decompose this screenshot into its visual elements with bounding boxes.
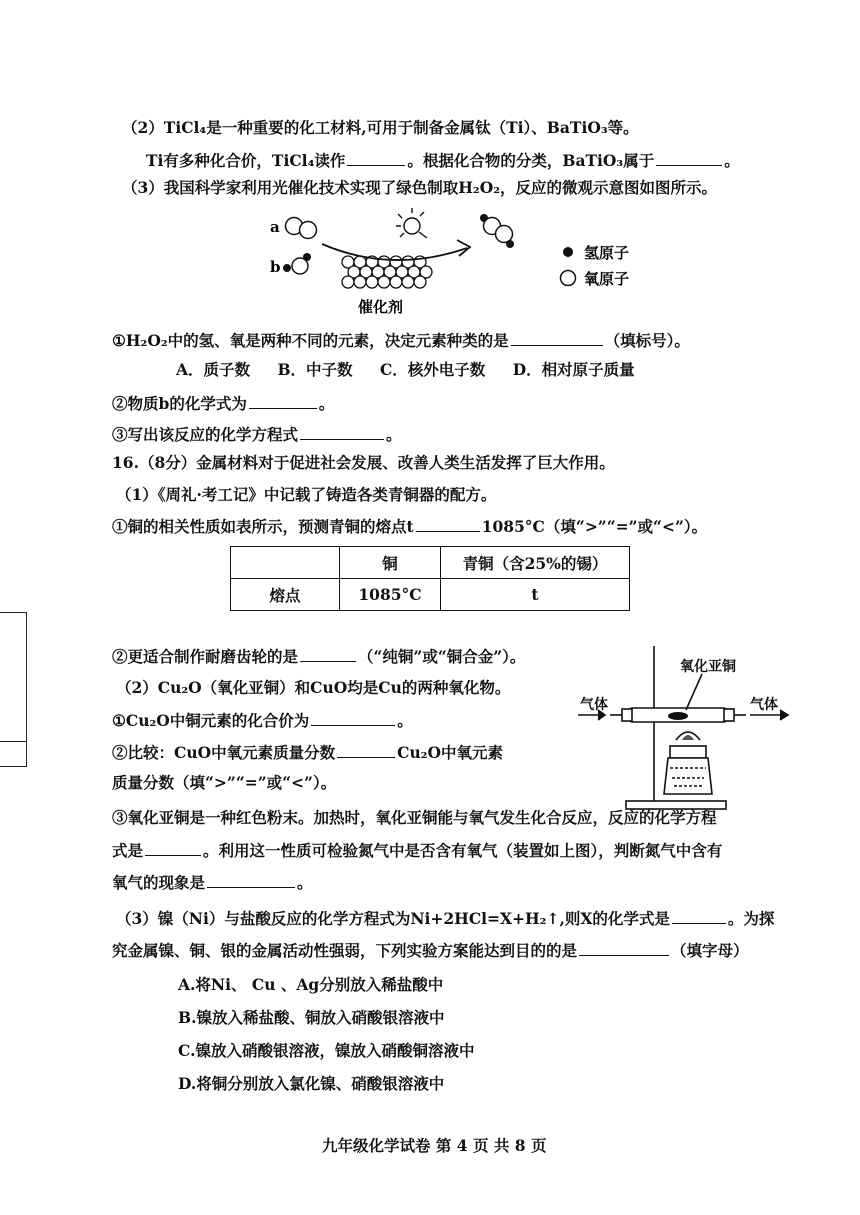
apparatus-label-cu2o: 氧化亚铜 — [680, 659, 736, 675]
q16-part1-sub2-text-end: （“纯铜”或“铜合金”）。 — [358, 647, 526, 666]
q16-part2-sub2 — [112, 742, 503, 763]
molecule-b-h2o-icon — [283, 253, 311, 274]
answer-blank[interactable] — [347, 150, 405, 166]
q16-part3-text-a: （3）镍（Ni）与盐酸反应的化学方程式为Ni+2HCl=X+H₂↑,则X的化学式是 — [116, 909, 670, 928]
q15-options — [176, 360, 657, 380]
q16-part3-text-b: 。为探 — [727, 909, 775, 928]
reaction-microscopic-diagram — [262, 204, 682, 322]
table-cell: 1085°C — [340, 579, 441, 611]
oxygen-atom-legend-icon — [561, 271, 576, 286]
answer-blank[interactable] — [656, 150, 722, 166]
q16-part2-sub1-text: ①Cu₂O中铜元素的化合价为 — [112, 711, 310, 730]
choice-b: B.镍放入稀盐酸、铜放入硝酸银溶液中 — [178, 1008, 445, 1027]
table-header-cell — [231, 547, 340, 579]
flame-icon — [682, 735, 694, 740]
hydrogen-atom-legend-icon — [563, 247, 573, 257]
q16-part2-sub1: ①Cu₂O中铜元素的化合价为 。 — [112, 711, 413, 730]
q16-part2-sub2-text-b: Cu₂O中氧元素 — [397, 743, 504, 762]
q16-part2-sub3-line3: 氧气的现象是 。 — [112, 873, 313, 892]
q16-part1-sub1-text-end: 1085°C（填“>”“=”或“<”）。 — [481, 517, 708, 536]
product-h2o2-icon — [480, 214, 514, 248]
choice-a: A.将Ni、 Cu 、Ag分别放入稀盐酸中 — [178, 975, 444, 994]
apparatus-label-gas-in: 气体 — [580, 697, 608, 713]
answer-blank[interactable] — [511, 330, 603, 346]
q16-part2-sub3-text-c: 氧气的现象是 — [112, 873, 206, 892]
melting-point-table — [230, 546, 630, 611]
q16-part1-sub1 — [112, 516, 707, 537]
option-a: A．质子数 — [176, 360, 251, 379]
margin-binding-mark — [0, 740, 27, 767]
q16-part2-sub2-cont: 质量分数（填“>”“=”或“<”）。 — [112, 773, 337, 792]
answer-blank[interactable] — [207, 872, 295, 888]
q15-sub1-text-end: （填标号）。 — [604, 331, 690, 350]
table-row — [231, 579, 630, 611]
q15-part2-line1: （2）TiCl₄是一种重要的化工材料,可用于制备金属钛（Ti）、BaTiO₃等。 — [122, 118, 639, 137]
page-footer: 九年级化学试卷 第 4 页 共 8 页 — [322, 1136, 547, 1155]
q15-part2-line2: Ti有多种化合价，TiCl₄读作 。根据化合物的分类，BaTiO₃属于 。 — [146, 151, 740, 170]
answer-blank[interactable] — [672, 908, 726, 924]
option-d: D．相对原子质量 — [512, 360, 635, 379]
answer-blank[interactable] — [337, 742, 395, 758]
q16-part2-sub3-line2 — [112, 840, 722, 861]
table-header-cell: 铜 — [340, 547, 441, 579]
catalyst-label: 催化剂 — [358, 298, 404, 316]
option-c: C．核外电子数 — [379, 360, 486, 379]
diagram-label-a: a — [270, 218, 280, 236]
legend-hydrogen: 氢原子 — [584, 244, 630, 262]
answer-blank[interactable] — [579, 940, 669, 956]
q16-part1: （1）《周礼·考工记》中记载了铸造各类青铜器的配方。 — [116, 485, 497, 504]
q16-part1-sub1-text: ①铜的相关性质如表所示，预测青铜的熔点t — [112, 517, 414, 536]
q15-sub1-line — [112, 330, 690, 351]
choice-d: D.将铜分别放入氯化镍、硝酸银溶液中 — [178, 1074, 445, 1093]
answer-blank[interactable] — [311, 710, 395, 726]
q16-part2-sub3-line1: ③氧化亚铜是一种红色粉末。加热时，氧化亚铜能与氧气发生化合反应，反应的化学方程 — [112, 808, 717, 827]
q16-part2-sub3-text-a: 式是 — [112, 841, 144, 860]
q16-part2-sub2-text: ②比较：CuO中氧元素质量分数 — [112, 743, 336, 762]
option-b: B．中子数 — [277, 360, 353, 379]
q16-part1-sub2 — [112, 646, 525, 667]
q15-sub3-text: ③写出该反应的化学方程式 — [112, 425, 299, 444]
table-header-row — [231, 547, 630, 579]
q16-heading: 16.（8分）金属材料对于促进社会发展、改善人类生活发挥了巨大作用。 — [112, 453, 615, 472]
q16-part2-sub3-text-b: 。利用这一性质可检验氮气中是否含有氧气（装置如上图），判断氮气中含有 — [203, 841, 723, 860]
q15-sub2-text: ②物质b的化学式为 — [112, 394, 247, 413]
q15-sub1-text: ①H₂O₂中的氢、氧是两种不同的元素，决定元素种类的是 — [112, 331, 509, 350]
answer-blank[interactable] — [300, 646, 356, 662]
cu2o-powder-icon — [668, 712, 688, 720]
molecule-a-o2-icon — [286, 218, 317, 239]
q15-part2-text-a: Ti有多种化合价，TiCl₄读作 — [146, 151, 346, 170]
q16-part2: （2）Cu₂O（氧化亚铜）和CuO均是Cu的两种氧化物。 — [116, 678, 511, 697]
table-cell: t — [441, 579, 630, 611]
heating-apparatus-diagram — [574, 636, 804, 816]
diagram-label-b: b — [270, 258, 281, 276]
catalyst-particles-icon — [342, 256, 432, 288]
table-row-label: 熔点 — [231, 579, 340, 611]
q16-part3-line2 — [112, 940, 749, 961]
answer-blank[interactable] — [145, 840, 201, 856]
q16-part3-line1 — [116, 908, 774, 929]
q16-part3-text-c: 究金属镍、铜、银的金属活动性强弱，下列实验方案能达到目的的是 — [112, 941, 578, 960]
choice-c: C.镍放入硝酸银溶液，镍放入硝酸铜溶液中 — [178, 1041, 475, 1060]
margin-binding-mark — [0, 612, 27, 742]
apparatus-label-gas-out: 气体 — [750, 697, 778, 713]
q16-part1-sub2-text: ②更适合制作耐磨齿轮的是 — [112, 647, 299, 666]
q16-part3-text-d: （填字母） — [671, 941, 749, 960]
answer-blank[interactable] — [416, 516, 480, 532]
q15-sub3-line: ③写出该反应的化学方程式 。 — [112, 425, 402, 444]
table-header-cell: 青铜（含25%的锡） — [441, 547, 630, 579]
q15-part2-text-b: 。根据化合物的分类，BaTiO₃属于 — [407, 151, 655, 170]
legend-oxygen: 氧原子 — [584, 270, 630, 288]
q15-part3-line: （3）我国科学家利用光催化技术实现了绿色制取H₂O₂，反应的微观示意图如图所示。 — [122, 178, 718, 197]
answer-blank[interactable] — [249, 393, 317, 409]
answer-blank[interactable] — [300, 424, 384, 440]
light-bulb-icon — [396, 208, 427, 238]
q15-sub2-line: ②物质b的化学式为 。 — [112, 394, 335, 413]
